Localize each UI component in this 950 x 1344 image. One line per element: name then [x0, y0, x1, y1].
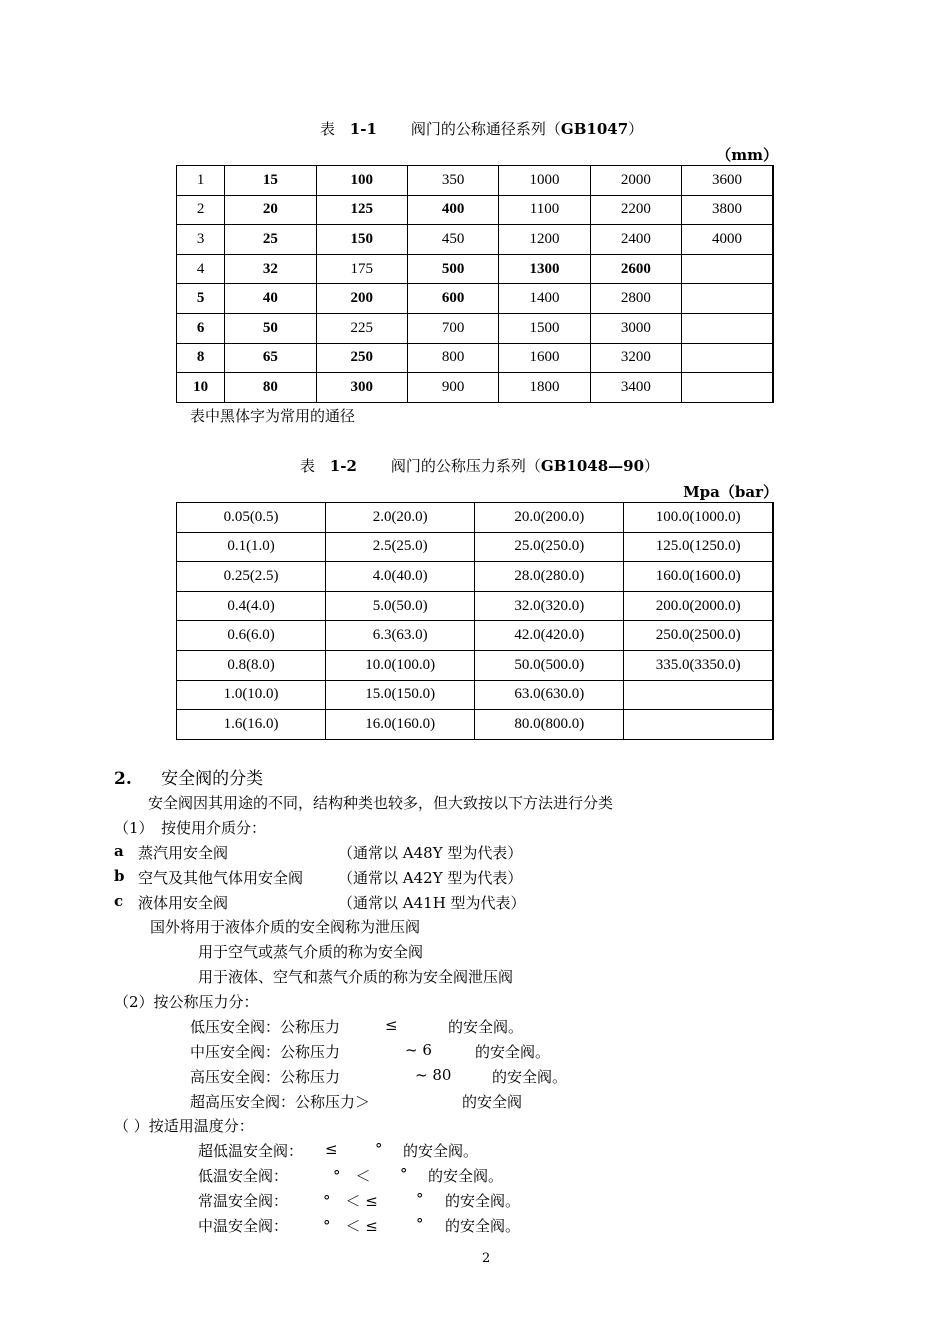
table1-cell: 500 — [407, 254, 498, 284]
table2-cell — [624, 680, 773, 710]
table2-row — [177, 680, 774, 710]
table1-cell: 3200 — [590, 343, 681, 373]
table2-cell: 335.0(3350.0) — [624, 650, 773, 680]
table1-cell: 300 — [316, 373, 407, 403]
table1-cell: 5 — [177, 284, 225, 314]
media-item-name: 蒸汽用安全阀 — [138, 844, 229, 862]
table1-cell: 450 — [407, 225, 498, 255]
temp-item-part: 的安全阀。 — [428, 1167, 504, 1185]
temp-heading: （ ）按适用温度分： — [114, 1117, 254, 1135]
table1-cell: 150 — [316, 225, 407, 255]
table2-row — [177, 621, 774, 651]
table1-row — [177, 313, 774, 343]
table1-cell: 15 — [225, 166, 316, 196]
media-item-note: （通常以 A48Y 型为代表） — [338, 844, 523, 862]
table1-cell: 2600 — [590, 254, 681, 284]
temp-item-part: ° — [416, 1215, 424, 1233]
table1-cell: 25 — [225, 225, 316, 255]
table2-cell: 1.6(16.0) — [177, 710, 326, 740]
pressure-item-part: 的安全阀。 — [492, 1068, 568, 1086]
table2-cell — [624, 710, 773, 740]
temp-item-part: ° ＜ — [333, 1167, 371, 1185]
table1-cell: 600 — [407, 284, 498, 314]
pressure-item-part: ≤ — [385, 1016, 398, 1034]
table2-row — [177, 710, 774, 740]
table1-cell: 700 — [407, 313, 498, 343]
table1-row — [177, 195, 774, 225]
table1-row — [177, 284, 774, 314]
pressure-heading: （2）按公称压力分： — [114, 993, 259, 1011]
table1-unit: （mm） — [716, 146, 778, 164]
table1-cell: 3600 — [682, 166, 773, 196]
media-item-note: （通常以 A41H 型为代表） — [338, 894, 526, 912]
table2-row — [177, 650, 774, 680]
table1-row — [177, 373, 774, 403]
table2-cell: 6.3(63.0) — [326, 621, 475, 651]
table2-cell: 80.0(800.0) — [475, 710, 624, 740]
table1-nominal-diameter — [176, 165, 774, 403]
table1-cell: 80 — [225, 373, 316, 403]
media-note-2: 用于空气或蒸气介质的称为安全阀 — [198, 943, 424, 961]
table1-cell: 200 — [316, 284, 407, 314]
table1-cell: 2000 — [590, 166, 681, 196]
temp-item-part: 的安全阀。 — [445, 1217, 521, 1235]
table1-note: 表中黑体字为常用的通径 — [190, 407, 356, 425]
media-item-letter: a — [114, 842, 124, 860]
section-heading: 2. 安全阀的分类 — [114, 769, 264, 789]
table2-cell: 200.0(2000.0) — [624, 591, 773, 621]
table1-cell: 175 — [316, 254, 407, 284]
media-item-name: 空气及其他气体用安全阀 — [138, 869, 304, 887]
table1-cell: 3000 — [590, 313, 681, 343]
temp-item-part: ° — [416, 1190, 424, 1208]
table1-cell: 65 — [225, 343, 316, 373]
table2-nominal-pressure — [176, 502, 774, 740]
table1-cell: 3400 — [590, 373, 681, 403]
table2-cell: 2.0(20.0) — [326, 503, 475, 533]
table1-cell: 1400 — [499, 284, 590, 314]
table1-cell — [682, 284, 773, 314]
table1-row — [177, 166, 774, 196]
table1-cell: 40 — [225, 284, 316, 314]
media-item-note: （通常以 A42Y 型为代表） — [338, 869, 523, 887]
table1-cell: 350 — [407, 166, 498, 196]
table1-cell: 1200 — [499, 225, 590, 255]
table1-cell: 225 — [316, 313, 407, 343]
table1-cell: 1100 — [499, 195, 590, 225]
table2-cell: 5.0(50.0) — [326, 591, 475, 621]
table1-cell: 125 — [316, 195, 407, 225]
table1-cell: 100 — [316, 166, 407, 196]
table1-cell: 6 — [177, 313, 225, 343]
table2-cell: 160.0(1600.0) — [624, 562, 773, 592]
temp-item-part: 中温安全阀： — [198, 1217, 289, 1235]
table2-cell: 63.0(630.0) — [475, 680, 624, 710]
table2-cell: 0.05(0.5) — [177, 503, 326, 533]
table1-cell: 250 — [316, 343, 407, 373]
table2-row — [177, 591, 774, 621]
table1-cell: 1600 — [499, 343, 590, 373]
media-item-letter: b — [114, 867, 125, 885]
temp-item-part: 的安全阀。 — [445, 1192, 521, 1210]
table2-cell: 10.0(100.0) — [326, 650, 475, 680]
table2-cell: 16.0(160.0) — [326, 710, 475, 740]
table2-cell: 4.0(40.0) — [326, 562, 475, 592]
table2-cell: 100.0(1000.0) — [624, 503, 773, 533]
table2-unit: Mpa（bar） — [683, 483, 778, 501]
table1-row — [177, 225, 774, 255]
table2-cell: 0.25(2.5) — [177, 562, 326, 592]
table2-cell: 250.0(2500.0) — [624, 621, 773, 651]
pressure-item-part: 中压安全阀：公称压力 — [190, 1043, 341, 1061]
table1-cell: 10 — [177, 373, 225, 403]
temp-item-part: 的安全阀。 — [403, 1142, 479, 1160]
table1-cell: 20 — [225, 195, 316, 225]
media-heading: （1） 按使用介质分： — [114, 819, 267, 837]
table2-cell: 28.0(280.0) — [475, 562, 624, 592]
media-note-3: 用于液体、空气和蒸气介质的称为安全阀泄压阀 — [198, 968, 514, 986]
table1-cell: 3 — [177, 225, 225, 255]
table1-cell: 50 — [225, 313, 316, 343]
temp-item-part: 常温安全阀： — [198, 1192, 289, 1210]
table2-cell: 25.0(250.0) — [475, 532, 624, 562]
table2-cell: 0.8(8.0) — [177, 650, 326, 680]
table1-cell: 1000 — [499, 166, 590, 196]
temp-item-part: ° ＜ ≤ — [323, 1192, 378, 1210]
table1-cell — [682, 313, 773, 343]
temp-item-part: ≤ — [325, 1140, 338, 1158]
section-intro: 安全阀因其用途的不同，结构种类也较多，但大致按以下方法进行分类 — [148, 794, 614, 812]
pressure-item-part: 超高压安全阀：公称压力＞ — [190, 1093, 371, 1111]
table1-cell: 3800 — [682, 195, 773, 225]
table2-cell: 20.0(200.0) — [475, 503, 624, 533]
table2-cell: 0.6(6.0) — [177, 621, 326, 651]
temp-item-part: 低温安全阀： — [198, 1167, 289, 1185]
temp-item-part: ° ＜ ≤ — [323, 1217, 378, 1235]
table2-caption: 表 1-2 阀门的公称压力系列（GB1048—90） — [300, 457, 660, 475]
table2-cell: 15.0(150.0) — [326, 680, 475, 710]
temp-item-part: 超低温安全阀： — [198, 1142, 304, 1160]
table1-cell: 2400 — [590, 225, 681, 255]
table1-cell: 800 — [407, 343, 498, 373]
pressure-item-part: 的安全阀 — [462, 1093, 523, 1111]
table2-cell: 50.0(500.0) — [475, 650, 624, 680]
table2-cell: 0.1(1.0) — [177, 532, 326, 562]
media-item-name: 液体用安全阀 — [138, 894, 229, 912]
table2-cell: 42.0(420.0) — [475, 621, 624, 651]
table2-cell: 1.0(10.0) — [177, 680, 326, 710]
table1-cell — [682, 254, 773, 284]
table1-cell: 4000 — [682, 225, 773, 255]
table2-row — [177, 503, 774, 533]
table1-caption: 表 1-1 阀门的公称通径系列（GB1047） — [320, 120, 644, 138]
table1-row — [177, 343, 774, 373]
temp-item-part: ° — [375, 1140, 383, 1158]
table2-cell: 125.0(1250.0) — [624, 532, 773, 562]
table1-cell: 32 — [225, 254, 316, 284]
table2-row — [177, 562, 774, 592]
table1-cell: 2800 — [590, 284, 681, 314]
table1-cell: 400 — [407, 195, 498, 225]
table1-cell: 8 — [177, 343, 225, 373]
pressure-item-part: 的安全阀。 — [475, 1043, 551, 1061]
table1-cell: 1 — [177, 166, 225, 196]
table2-cell: 32.0(320.0) — [475, 591, 624, 621]
table1-cell: 2 — [177, 195, 225, 225]
table1-cell: 1800 — [499, 373, 590, 403]
page-number: 2 — [482, 1251, 491, 1266]
pressure-item-part: 低压安全阀：公称压力 — [190, 1018, 341, 1036]
temp-item-part: ° — [400, 1165, 408, 1183]
table1-cell — [682, 373, 773, 403]
table1-cell: 1500 — [499, 313, 590, 343]
table1-cell: 1300 — [499, 254, 590, 284]
media-item-letter: c — [114, 892, 124, 910]
pressure-item-part: ~ 80 — [415, 1066, 452, 1084]
table1-cell: 2200 — [590, 195, 681, 225]
pressure-item-part: ~ 6 — [405, 1041, 432, 1059]
table2-row — [177, 532, 774, 562]
pressure-item-part: 高压安全阀：公称压力 — [190, 1068, 341, 1086]
table1-row — [177, 254, 774, 284]
pressure-item-part: 的安全阀。 — [448, 1018, 524, 1036]
table1-cell: 900 — [407, 373, 498, 403]
table2-cell: 0.4(4.0) — [177, 591, 326, 621]
table2-cell: 2.5(25.0) — [326, 532, 475, 562]
media-note-1: 国外将用于液体介质的安全阀称为泄压阀 — [150, 918, 421, 936]
table1-cell: 4 — [177, 254, 225, 284]
table1-cell — [682, 343, 773, 373]
